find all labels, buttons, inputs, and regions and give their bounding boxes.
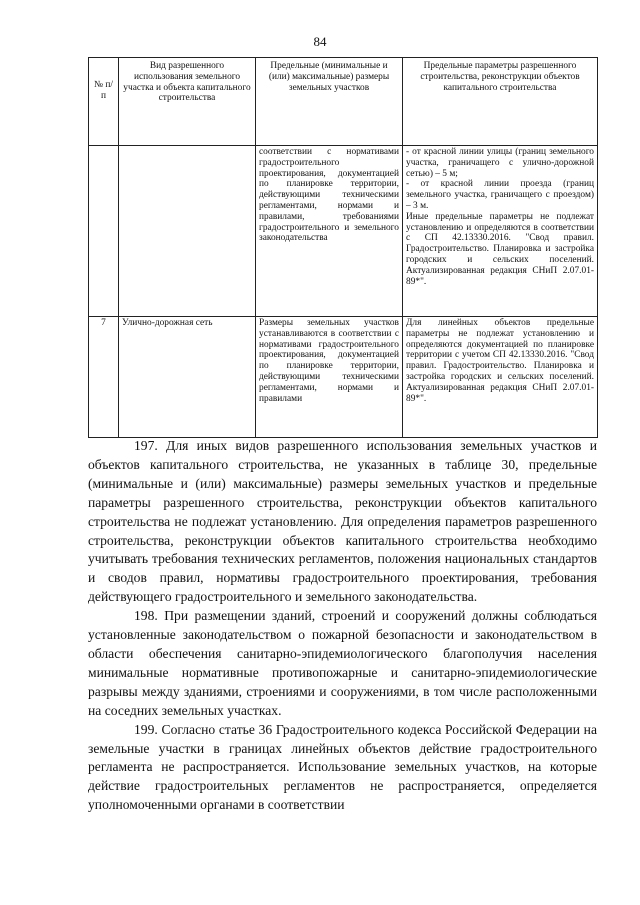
cell-use-type bbox=[119, 146, 256, 317]
cell-plot-size: Размеры земельных участков устанавливаются в соответствии с нормативами градостроительного проектирования, документацией по планировке территории, действующими техническими регламентами, нормами и правилами bbox=[256, 317, 403, 438]
header-plot-size: Предельные (минимальные и (или) максимальные) размеры земельных участков bbox=[256, 58, 403, 146]
header-use-type: Вид разрешенного использования земельного участка и объекта капитального строительства bbox=[119, 58, 256, 146]
cell-plot-size: соответствии с нормативами градостроительного проектирования, документацией по планировке территории, действующими техническими регламентами, нормами и правилами, требованиями градостроительного и земельного законодательства bbox=[256, 146, 403, 317]
page-number: 84 bbox=[313, 34, 327, 49]
cell-use-type: Улично-дорожная сеть bbox=[119, 317, 256, 438]
table-row bbox=[89, 317, 598, 438]
table-header-row bbox=[89, 58, 598, 146]
paragraph-198: 198. При размещении зданий, строений и сооружений должны соблюдаться установленные законодательством о пожарной безопасности и законодательством в области обеспечения санитарно-эпидемиологического благополучия населения минимальные нормативные противопожарные и санитарно-эпидемиологические разрывы между зданиями, строениями и сооружениями, в том числе расположенными на соседних земельных участках. bbox=[88, 608, 597, 718]
paragraph-199: 199. Согласно статье 36 Градостроительного кодекса Российской Федерации на земельные участки в границах линейных объектов действие градостроительного регламента не распространяется. Использование земельных участков, на которые действие градостроительных регламентов не распространяется, определяется уполномоченными органами в соответствии bbox=[88, 721, 597, 813]
regulations-table bbox=[88, 57, 598, 438]
cell-number: 7 bbox=[89, 317, 119, 438]
header-number: № п/п bbox=[89, 58, 119, 146]
body-text bbox=[88, 437, 597, 815]
cell-construction-params: - от красной линии улицы (границ земельного участка, граничащего с улично-дорожной сетью) – 5 м; - от красной линии проезда (границ земельного участка, граничащего с проездом) – 3 м. Иные предельные параметры не подлежат установлению и определяются в соответствии с СП 42.13330.2016. "Свод правил. Градостроительство. Планировка и застройка городских и сельских поселений. Актуализированная редакция СНиП 2.07.01-89*". bbox=[403, 146, 598, 317]
header-construction-params: Предельные параметры разрешенного строительства, реконструкции объектов капитального строительства bbox=[403, 58, 598, 146]
table-row bbox=[89, 146, 598, 317]
cell-number bbox=[89, 146, 119, 317]
paragraph-197: 197. Для иных видов разрешенного использования земельных участков и объектов капитального строительства, не указанных в таблице 30, предельные (минимальные и (или) максимальные) размеры земельных участков и предельные параметры разрешенного строительства, реконструкции объектов капитального строительства не подлежат установлению. Для определения параметров разрешенного строительства, реконструкции объектов капитального строительства необходимо учитывать требования технических регламентов, положения национальных стандартов и сводов правил, нормативы градостроительного проектирования, требования действующего градостроительного и земельного законодательства. bbox=[88, 438, 597, 605]
cell-construction-params: Для линейных объектов предельные параметры не подлежат установлению и определяются документацией по планировке территории с учетом СП 42.13330.2016. "Свод правил. Градостроительство. Планировка и застройка городских и сельских поселений. Актуализированная редакция СНиП 2.07.01-89*". bbox=[403, 317, 598, 438]
